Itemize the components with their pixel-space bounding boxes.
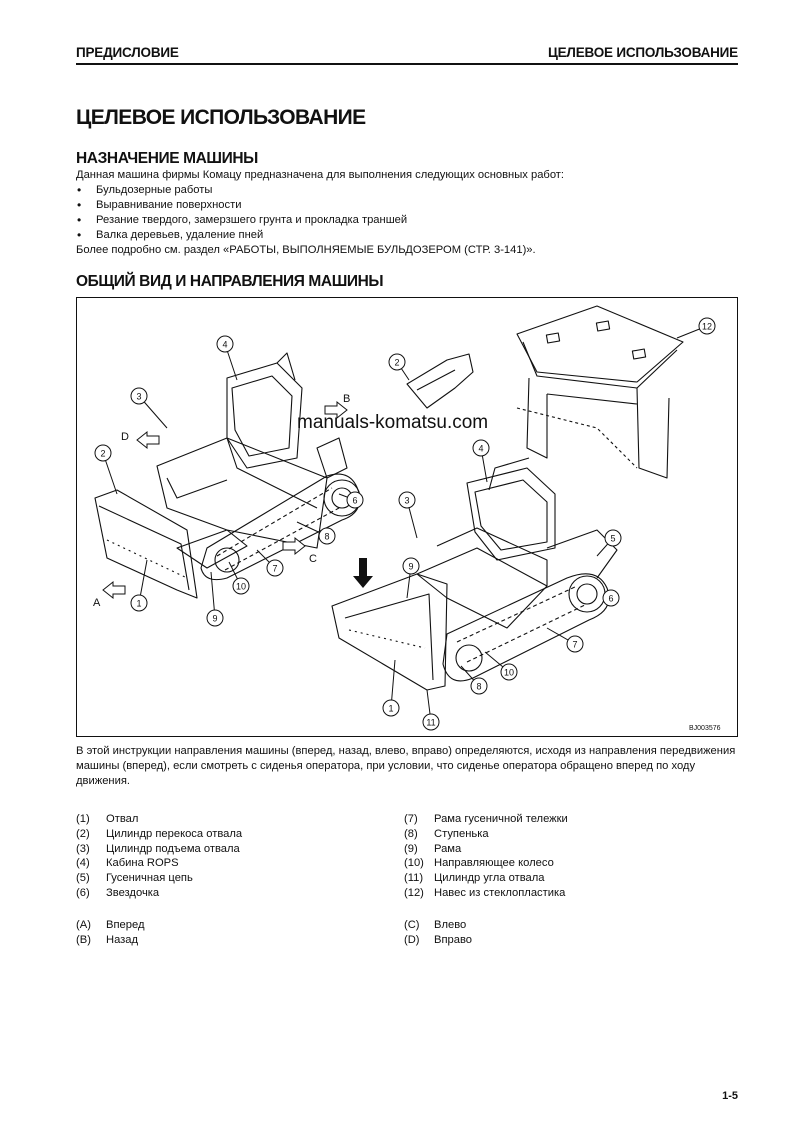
legend-label: Назад — [106, 933, 139, 946]
bullet-item: • Выравнивание поверхности — [76, 198, 407, 213]
callout-10b: 10 — [503, 667, 515, 678]
arrow-a — [103, 582, 125, 598]
bullet-item: • Бульдозерные работы — [76, 183, 407, 198]
legend-row — [404, 886, 568, 901]
purpose-intro: Данная машина фирмы Комацу предназначена для выполнения следующих основных работ: — [76, 169, 565, 181]
cab-right-machine — [467, 468, 555, 560]
callout-10a: 10 — [235, 581, 247, 592]
legend-num: (7) — [404, 813, 418, 825]
legend-num: (1) — [76, 813, 90, 825]
legend-label: Гусеничная цепь — [106, 872, 193, 885]
legend-row — [76, 827, 242, 842]
callout-1a: 1 — [136, 598, 142, 609]
section-heading-purpose: НАЗНАЧЕНИЕ МАШИНЫ — [76, 150, 258, 167]
callout-4a: 4 — [222, 339, 228, 350]
callout-4b: 4 — [478, 443, 484, 454]
label-c: C — [309, 553, 317, 565]
legend-row — [76, 842, 242, 857]
bullet-item: • Резание твердого, замерзшего грунта и прокладка траншей — [76, 213, 407, 228]
legend-num: (5) — [76, 872, 90, 885]
legend-num: (2) — [76, 827, 90, 840]
bulldozer-illustration — [77, 298, 738, 737]
label-b: B — [343, 393, 351, 405]
legend-num: (3) — [76, 842, 90, 855]
purpose-reference: Более подробно см. раздел «РАБОТЫ, ВЫПОЛНЯЕМЫЕ БУЛЬДОЗЕРОМ (СТР. 3-141)». — [76, 244, 536, 256]
header-right: ЦЕЛЕВОЕ ИСПОЛЬЗОВАНИЕ — [547, 44, 738, 60]
legend-label: Цилиндр угла отвала — [434, 872, 545, 885]
legend-label: Рама гусеничной тележки — [434, 813, 568, 825]
callout-5: 5 — [610, 533, 616, 544]
label-a: A — [93, 597, 101, 609]
callout-1b: 1 — [388, 703, 394, 714]
callout-7b: 7 — [572, 639, 578, 650]
legend-label: Направляющее колесо — [434, 857, 554, 870]
section-heading-overview: ОБЩИЙ ВИД И НАПРАВЛЕНИЯ МАШИНЫ — [76, 273, 384, 290]
watermark: manuals-komatsu.com — [297, 412, 489, 433]
blade-tilt-cylinder-detail — [407, 354, 473, 408]
label-z: Z — [359, 569, 366, 581]
legend-label: Рама — [434, 842, 462, 855]
callout-11: 11 — [426, 717, 436, 728]
legend-num: (6) — [76, 886, 90, 899]
arrow-d — [137, 432, 159, 448]
parts-legend-left — [76, 812, 242, 901]
header-rule — [76, 63, 738, 65]
legend-num: (8) — [404, 827, 418, 840]
legend-row — [76, 933, 144, 948]
page-header — [76, 43, 738, 61]
legend-label: Вперед — [106, 919, 145, 931]
legend-num: (10) — [404, 857, 424, 870]
callout-6b: 6 — [608, 593, 614, 604]
callout-3b: 3 — [404, 495, 410, 506]
callout-9b: 9 — [408, 561, 414, 572]
legend-row — [76, 871, 242, 886]
blade-left-machine — [95, 490, 197, 598]
legend-num: (12) — [404, 886, 424, 899]
page-number: 1-5 — [722, 1090, 738, 1102]
bullet-item: • Валка деревьев, удаление пней — [76, 228, 407, 243]
blade-right-machine — [332, 574, 447, 690]
legend-label: Навес из стеклопластика — [434, 886, 566, 899]
legend-label: Вправо — [434, 933, 473, 946]
legend-row — [404, 827, 568, 842]
direction-legend-right — [404, 918, 472, 948]
legend-num: (A) — [76, 919, 91, 931]
legend-row — [404, 812, 568, 827]
callout-2a: 2 — [100, 448, 106, 459]
legend-num: (D) — [404, 933, 420, 946]
track-right-machine — [443, 574, 609, 681]
callout-6a: 6 — [352, 495, 358, 506]
label-d: D — [121, 431, 129, 443]
callout-12: 12 — [701, 321, 713, 332]
purpose-bullet-list — [76, 183, 407, 243]
legend-num: (B) — [76, 933, 91, 946]
machine-figure — [76, 297, 738, 737]
legend-row — [404, 918, 472, 933]
legend-row — [76, 886, 242, 901]
legend-num: (9) — [404, 842, 418, 855]
legend-num: (4) — [76, 857, 90, 870]
legend-row — [404, 842, 568, 857]
legend-label: Цилиндр перекоса отвала — [106, 827, 243, 840]
legend-label: Кабина ROPS — [106, 857, 179, 870]
canopy-illustration — [517, 306, 683, 382]
legend-row — [76, 856, 242, 871]
callout-8b: 8 — [476, 681, 482, 692]
header-left: ПРЕДИСЛОВИЕ — [76, 44, 179, 60]
callout-7a: 7 — [272, 563, 278, 574]
callout-8a: 8 — [324, 531, 330, 542]
legend-label: Ступенька — [434, 827, 489, 840]
callout-3a: 3 — [136, 391, 142, 402]
legend-row — [404, 856, 568, 871]
direction-legend-left — [76, 918, 144, 948]
legend-label: Звездочка — [106, 886, 160, 899]
legend-label: Отвал — [106, 813, 139, 825]
direction-description: В этой инструкции направления машины (вперед, назад, влево, вправо) определяются, исходя из направления передвижения машины (вперед), если смотреть с сиденья оператора, при условии, что сиденье оператора обращено вперед по ходу движения. — [76, 745, 736, 787]
figure-code: BJ003576 — [689, 725, 721, 732]
legend-row — [404, 871, 568, 886]
legend-label: Цилиндр подъема отвала — [106, 842, 240, 855]
legend-label: Влево — [434, 919, 467, 931]
legend-num: (11) — [404, 872, 424, 885]
callout-2b: 2 — [394, 357, 400, 368]
page-title: ЦЕЛЕВОЕ ИСПОЛЬЗОВАНИЕ — [76, 106, 366, 129]
parts-legend-right — [404, 812, 568, 901]
legend-row — [76, 812, 242, 827]
legend-row — [76, 918, 144, 933]
callout-9a: 9 — [212, 613, 218, 624]
legend-num: (C) — [404, 919, 420, 931]
legend-row — [404, 933, 472, 948]
